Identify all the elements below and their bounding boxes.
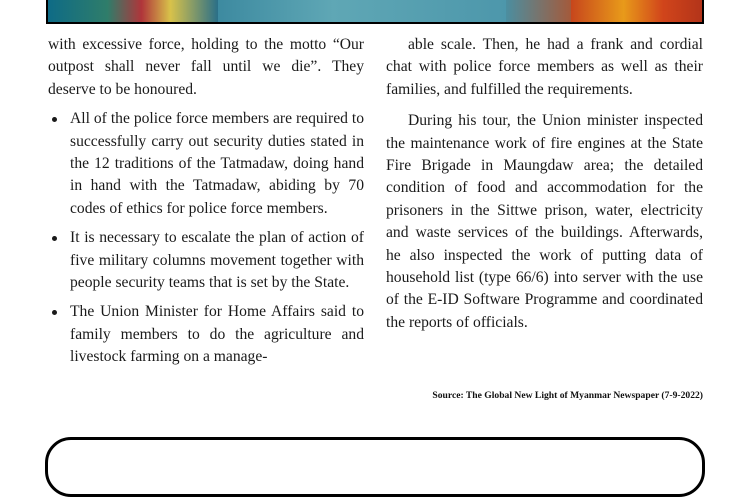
source-citation: Source: The Global New Light of Myanmar Newspaper (7-9-2022) (432, 390, 703, 401)
bullet-text: All of the police force members are required to successfully carry out security duties stated in the 12 traditions of the Tatmadaw, doing hand in hand with the Tatmadaw, abiding by 70 codes of ethics for police force members. (70, 110, 364, 217)
right-column (386, 34, 703, 334)
tour-paragraph: During his tour, the Union minister inspected the maintenance work of fire engines at the State Fire Brigade in Maungdaw area; the detailed condition of food and accommodation for the prisoners in the Sittwe prison, water, electricity and waste services of the buildings. Afterwards, he also inspected the work of putting data of household list (type 66/6) into server with the use of the E-ID Software Programme and coordinated the reports of officials. (386, 112, 703, 331)
photo-region-middle (218, 0, 506, 22)
continuation-paragraph: able scale. Then, he had a frank and cordial chat with police force members as well as their families, and fulfilled the requirements. (386, 36, 703, 98)
bullet-text: The Union Minister for Home Affairs said to family members to do the agriculture and livestock farming on a manage- (70, 303, 364, 366)
bullet-icon (52, 310, 57, 315)
photo-region-right (571, 0, 702, 22)
bottom-rounded-box (45, 437, 705, 497)
left-column (48, 34, 364, 376)
article-photo (46, 0, 704, 24)
bullet-item (48, 301, 364, 368)
photo-region-divider (506, 0, 571, 22)
bullet-icon (52, 117, 57, 122)
bullet-item (48, 227, 364, 294)
bullet-icon (52, 236, 57, 241)
intro-paragraph: with excessive force, holding to the motto “Our outpost shall never fall until we die”. They deserve to be honoured. (48, 36, 364, 98)
photo-region-left (48, 0, 218, 22)
bullet-text: It is necessary to escalate the plan of action of five military columns movement together with people security teams that is set by the State. (70, 229, 364, 292)
bullet-list (48, 108, 364, 368)
bullet-item (48, 108, 364, 220)
